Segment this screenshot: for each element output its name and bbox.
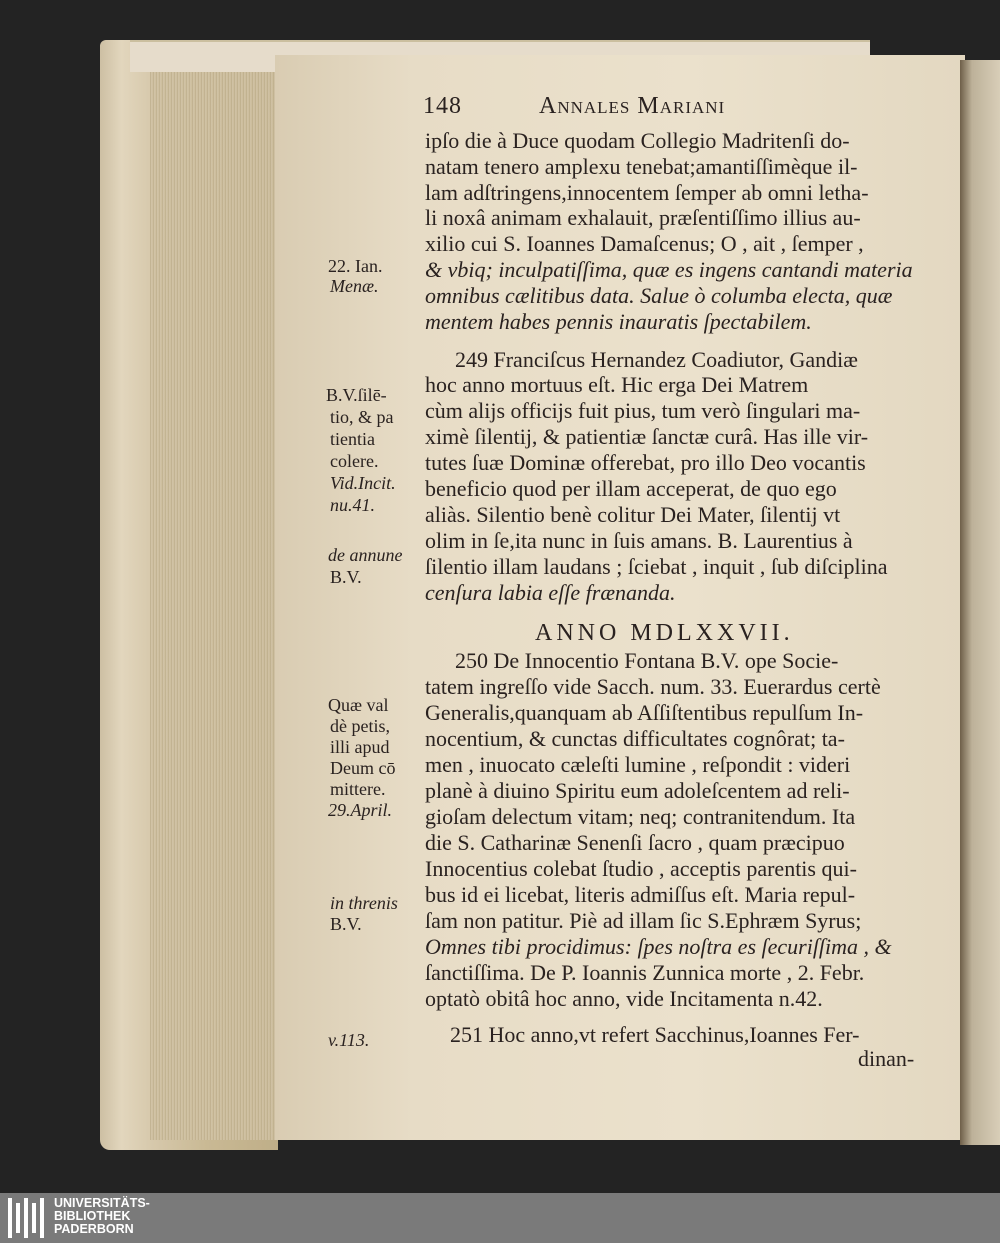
library-footer-bar: [0, 1193, 1000, 1243]
text-line: hoc anno mortuus eſt. Hic erga Dei Matrem: [425, 372, 809, 397]
text-line: lam adſtringens,innocentem ſemper ab omni letha-: [425, 180, 869, 205]
text-line: Innocentius colebat ſtudio , acceptis parentis qui-: [425, 856, 857, 881]
text-line: beneficio quod per illam acceperat, de quo ego: [425, 476, 837, 501]
text-line: Omnes tibi procidimus: ſpes noſtra es ſecuriſſima , &: [425, 934, 892, 959]
margin-note: Menæ.: [330, 276, 379, 296]
library-logo-icon: [8, 1198, 48, 1238]
margin-note: in threnis: [330, 893, 398, 913]
text-line: mentem habes pennis inauratis ſpectabilem.: [425, 309, 812, 334]
text-line: tatem ingreſſo vide Sacch. num. 33. Euerardus certè: [425, 674, 881, 699]
text-line: xilio cui S. Ioannes Damaſcenus; O , ait , ſemper ,: [425, 231, 864, 256]
text-line: ſanctiſſima. De P. Ioannis Zunnica morte , 2. Febr.: [425, 960, 865, 985]
page-edges: [150, 60, 278, 1140]
text-line: li noxâ animam exhalauit, præſentiſſimo illius au-: [425, 205, 861, 230]
facing-page-edge: [960, 60, 1000, 1145]
text-line: aliàs. Silentio benè colitur Dei Mater, ſilentij vt: [425, 502, 841, 527]
margin-note: nu.41.: [330, 495, 375, 515]
running-header: [423, 93, 725, 120]
text-line: bus id ei licebat, literis admiſſus eſt. Maria repul-: [425, 882, 856, 907]
margin-note: 29.April.: [328, 800, 393, 820]
text-line: natam tenero amplexu tenebat;amantiſſimèque il-: [425, 154, 858, 179]
library-name-line: BIBLIOTHEK: [54, 1209, 131, 1223]
text-line: olim in ſe,ita nunc in ſuis amans. B. Laurentius à: [425, 528, 853, 553]
text-line: optatò obitâ hoc anno, vide Incitamenta n.42.: [425, 986, 823, 1011]
margin-note: de annune: [328, 545, 403, 565]
running-title: Annales Mariani: [539, 93, 726, 119]
text-line: ximè ſilentij, & patientiæ ſanctæ curâ. Has ille vir-: [425, 424, 869, 449]
library-name: [54, 1197, 150, 1236]
text-line: Generalis,quanquam ab Aſſiſtentibus repulſum In-: [425, 700, 864, 725]
margin-note: 22. Ian.: [328, 256, 383, 276]
margin-note: B.V.: [330, 914, 362, 934]
text-line: gioſam delectum vitam; neq; contranitendum. Ita: [425, 804, 856, 829]
text-line: 251 Hoc anno,vt refert Sacchinus,Ioannes Fer-: [450, 1022, 860, 1047]
text-line: planè à diuino Spiritu eum adoleſcentem ad reli-: [425, 778, 850, 803]
text-line: die S. Catharinæ Senenſi ſacro , quam præcipuo: [425, 830, 845, 855]
margin-note: mittere.: [330, 779, 386, 799]
text-line: omnibus cælitibus data. Salue ò columba electa, quæ: [425, 283, 893, 308]
margin-note: illi apud: [330, 737, 390, 757]
year-heading: ANNO MDLXXVII.: [535, 620, 794, 646]
margin-note: Quæ val: [328, 695, 389, 715]
text-line: tutes ſuæ Dominæ offerebat, pro illo Deo vocantis: [425, 450, 866, 475]
text-line: cenſura labia eſſe frænanda.: [425, 580, 676, 605]
text-line: & vbiq; inculpatiſſima, quæ es ingens cantandi materia: [425, 257, 913, 282]
text-line: ſam non patitur. Piè ad illam ſic S.Ephræm Syrus;: [425, 908, 862, 933]
library-name-line: PADERBORN: [54, 1222, 134, 1236]
text-line: ipſo die à Duce quodam Collegio Madritenſi do-: [425, 128, 850, 153]
text-line: nocentium, & cunctas difficultates cognôrat; ta-: [425, 726, 845, 751]
catchword: dinan-: [858, 1046, 915, 1071]
margin-note: Deum cō: [330, 758, 396, 778]
text-line: 249 Franciſcus Hernandez Coadiutor, Gandiæ: [455, 347, 858, 372]
text-line: ſilentio illam laudans ; ſciebat , inquit , ſub diſciplina: [425, 554, 888, 579]
text-line: cùm alijs officijs fuit pius, tum verò ſingulari ma-: [425, 398, 861, 423]
margin-note: B.V.: [330, 567, 362, 587]
margin-note: tientia: [330, 429, 375, 449]
text-line: men , inuocato cæleſti lumine , reſpondit : videri: [425, 752, 851, 777]
margin-note: colere.: [330, 451, 379, 471]
margin-note: B.V.ſilē-: [326, 385, 387, 405]
library-name-line: UNIVERSITÄTS-: [54, 1196, 150, 1210]
margin-note: Vid.Incit.: [330, 473, 396, 493]
text-line: 250 De Innocentio Fontana B.V. ope Socie-: [455, 648, 839, 673]
margin-note: dè petis,: [330, 716, 390, 736]
margin-note: v.113.: [328, 1030, 370, 1050]
page-number: 148: [423, 93, 462, 119]
margin-note: tio, & pa: [330, 407, 394, 427]
